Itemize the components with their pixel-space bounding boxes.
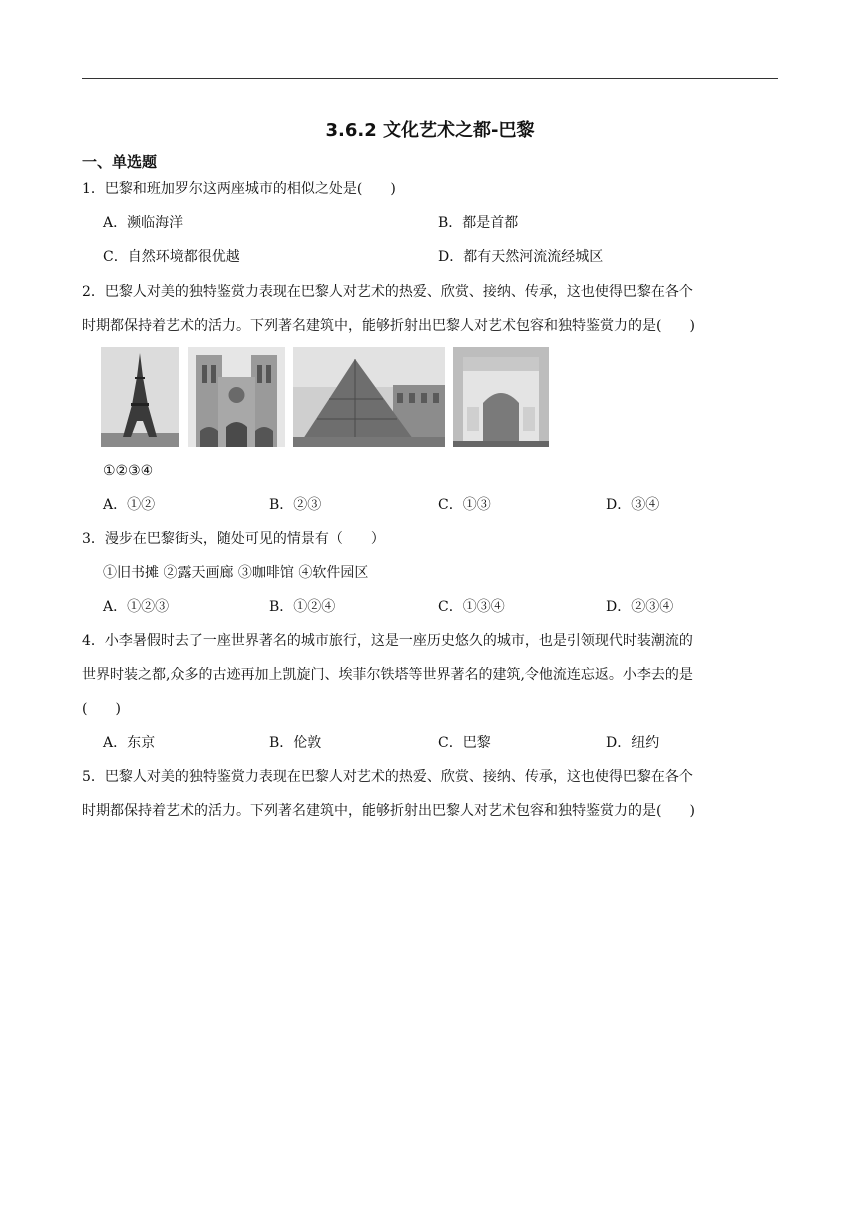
q1-option-c[interactable]: C．自然环境都很优越 [103,249,240,265]
q4-option-b[interactable]: B．伦敦 [269,735,322,751]
louvre-pyramid-photo [293,347,445,447]
question-5-stem-line-2: 时期都保持着艺术的活力。下列著名建筑中，能够折射出巴黎人对艺术包容和独特鉴赏力的是( ) [82,803,695,819]
q2-option-a[interactable]: A．①② [103,497,156,513]
q4-option-c[interactable]: C．巴黎 [438,735,491,751]
q3-option-c[interactable]: C．①③④ [438,599,505,615]
q3-items: ①旧书摊 ②露天画廊 ③咖啡馆 ④软件园区 [103,565,369,581]
q3-option-a[interactable]: A．①②③ [103,599,170,615]
question-2-stem-line-1: 2．巴黎人对美的独特鉴赏力表现在巴黎人对艺术的热爱、欣赏、接纳、传承，这也使得巴黎在各个 [82,284,693,300]
question-2-stem-line-2: 时期都保持着艺术的活力。下列著名建筑中，能够折射出巴黎人对艺术包容和独特鉴赏力的是( ) [82,318,695,334]
q1-option-a[interactable]: A．濒临海洋 [103,215,184,231]
q3-option-d[interactable]: D．②③④ [606,599,674,615]
question-5-stem-line-1: 5．巴黎人对美的独特鉴赏力表现在巴黎人对艺术的热爱、欣赏、接纳、传承，这也使得巴黎在各个 [82,769,693,785]
q2-option-d[interactable]: D．③④ [606,497,660,513]
question-4-stem-line-2: 世界时装之都,众多的古迹再加上凯旋门、埃菲尔铁塔等世界著名的建筑,令他流连忘返。小李去的是 [82,667,693,683]
q4-option-d[interactable]: D．纽约 [606,735,660,751]
q2-image-labels: ①②③④ [103,463,154,479]
section-heading: 一、单选题 [82,153,158,171]
notre-dame-photo [188,347,285,447]
q1-option-b[interactable]: B．都是首都 [438,215,519,231]
arc-de-triomphe-photo [453,347,549,447]
header-rule [82,78,778,79]
page-title: 3.6.2 文化艺术之都-巴黎 [325,120,535,141]
q4-option-a[interactable]: A．东京 [103,735,156,751]
question-3-stem: 3．漫步在巴黎街头，随处可见的情景有（ ） [82,531,385,547]
q1-option-d[interactable]: D．都有天然河流流经城区 [438,249,604,265]
question-4-stem-line-1: 4．小李暑假时去了一座世界著名的城市旅行，这是一座历史悠久的城市，也是引领现代时装潮流的 [82,633,693,649]
question-4-stem-line-3: ( ) [82,701,121,717]
q2-option-c[interactable]: C．①③ [438,497,491,513]
q3-option-b[interactable]: B．①②④ [269,599,336,615]
q2-option-b[interactable]: B．②③ [269,497,322,513]
eiffel-tower-photo [101,347,179,447]
question-1-stem: 1．巴黎和班加罗尔这两座城市的相似之处是( ) [82,181,396,197]
